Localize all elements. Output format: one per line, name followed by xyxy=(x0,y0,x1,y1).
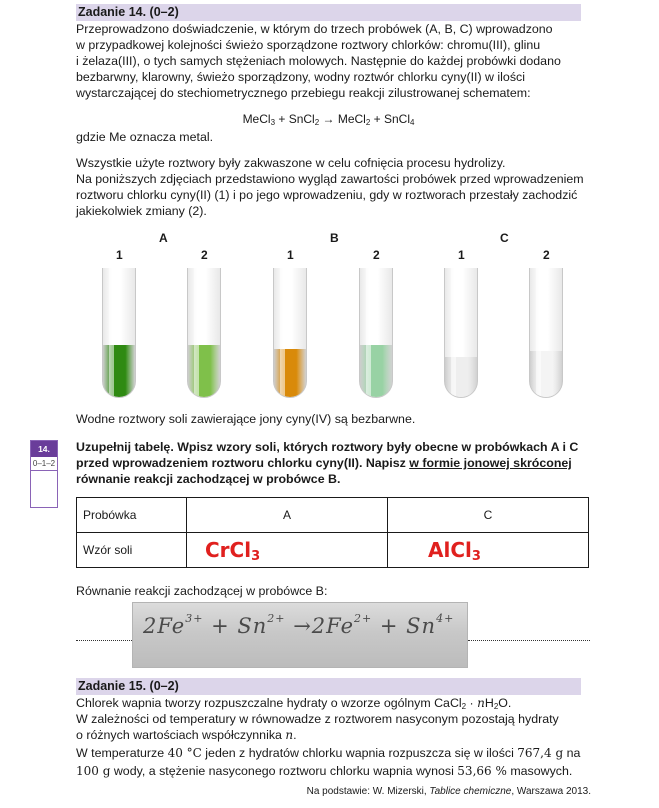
table-row xyxy=(77,533,589,568)
test-tube-b2 xyxy=(359,268,393,398)
intro-line: wystarczającej do stechiometrycznego przebiegu reakcji zilustrowanej schematem: xyxy=(76,86,531,100)
test-tube-b1 xyxy=(273,268,307,398)
task15-line: Chlorek wapnia tworzy rozpuszczalne hydraty o wzorze ogólnym CaCl$_2$ · $nH_2O$. xyxy=(76,696,512,711)
tube-label: 2 xyxy=(201,248,208,262)
table-header-cell: A xyxy=(187,498,388,533)
handwritten-equation: $2Fe^{3+} + Sn^{2+} \to 2Fe^{2+} + Sn^{4+}$ xyxy=(143,612,455,638)
colorless-note: Wodne roztwory soli zawierające jony cyny(IV) są bezbarwne. xyxy=(76,412,416,426)
test-tube-c1 xyxy=(444,268,478,398)
group-label-b: B xyxy=(330,231,339,245)
test-tube-a2 xyxy=(187,268,221,398)
tube-label: 1 xyxy=(458,248,465,262)
intro-line: w przypadkowej kolejności świeżo sporządzone roztwory chlorków: chromu(III), glinu xyxy=(76,38,541,52)
instruction-line: równanie reakcji zachodzącej w probówce B. xyxy=(76,472,341,486)
tube-liquid xyxy=(103,345,135,397)
task15-line: W zależności od temperatury w równowadze z roztworem nasyconym pozostają hydraty xyxy=(76,712,559,726)
context-line: roztworu chlorku cyny(II) (1) i po jego wprowadzeniu, gdy w roztworach przestały zachodzić xyxy=(76,188,578,202)
tube-liquid xyxy=(530,351,562,397)
task14-header: Zadanie 14. (0–2) xyxy=(76,4,581,21)
score-box xyxy=(30,440,58,508)
score-box-field[interactable] xyxy=(31,471,57,507)
instruction-line: Uzupełnij tabelę. Wpisz wzory soli, których roztwory były obecne w probówkach A i C xyxy=(76,440,579,454)
tube-liquid xyxy=(445,357,477,397)
context-line: jakiekolwiek zmiany (2). xyxy=(76,204,207,218)
test-tube-a1 xyxy=(102,268,136,398)
task15-line: W temperaturze 40 °C jeden z hydratów chlorku wapnia rozpuszcza się w ilości 767,4 g na xyxy=(76,746,581,760)
context-line: Wszystkie użyte roztwory były zakwaszone w celu cofnięcia procesu hydrolizy. xyxy=(76,156,506,170)
group-label-c: C xyxy=(500,231,509,245)
handwritten-answer-a: CrCl$_3$ xyxy=(205,538,261,564)
tube-label: 1 xyxy=(287,248,294,262)
answer-dotted-line xyxy=(468,640,590,641)
tube-label: 2 xyxy=(543,248,550,262)
instruction-underlined: w formie jonowej skróconej xyxy=(409,456,572,470)
answer-cell-a[interactable] xyxy=(187,533,388,568)
metal-note: gdzie Me oznacza metal. xyxy=(76,130,214,144)
score-box-number: 14. xyxy=(31,441,57,457)
intro-line: bezbarwny, klarowny, świeżo sporządzony, wodny roztwór chlorku cyny(II) w ilości xyxy=(76,70,525,84)
table-row-label: Wzór soli xyxy=(77,533,187,568)
reaction-scheme: MeCl$_3$ + SnCl$_2$ → MeCl$_2$ + SnCl$_4$ xyxy=(242,112,415,127)
task15-header: Zadanie 15. (0–2) xyxy=(76,678,581,695)
table-header-cell: C xyxy=(388,498,589,533)
score-box-range: 0–1–2 xyxy=(31,457,57,471)
answer-dotted-line xyxy=(76,640,132,641)
test-tube-c2 xyxy=(529,268,563,398)
tube-liquid xyxy=(188,345,220,397)
answer-cell-c[interactable] xyxy=(388,533,589,568)
task15-line: 100 g wody, a stężenie nasyconego roztworu chlorku wapnia wynosi 53,66 % masowych. xyxy=(76,764,573,778)
handwritten-answer-c: AlCl$_3$ xyxy=(428,538,481,564)
tube-label: 2 xyxy=(373,248,380,262)
tube-label: 1 xyxy=(116,248,123,262)
task15-line: o różnych wartościach współczynnika n. xyxy=(76,728,297,742)
equation-label: Równanie reakcji zachodzącej w probówce B: xyxy=(76,584,328,598)
intro-line: i żelaza(III), o tych samych stężeniach molowych. Następnie do każdej probówki dodano xyxy=(76,54,561,68)
source-citation: Na podstawie: W. Mizerski, Tablice chemiczne, Warszawa 2013. xyxy=(306,786,591,797)
table-header-row xyxy=(77,498,589,533)
intro-line: Przeprowadzono doświadczenie, w którym do trzech probówek (A, B, C) wprowadzono xyxy=(76,22,553,36)
context-line: Na poniższych zdjęciach przedstawiono wygląd zawartości probówek przed wprowadzeniem xyxy=(76,172,584,186)
answer-table xyxy=(76,497,589,568)
group-label-a: A xyxy=(159,231,168,245)
handwritten-equation-photo[interactable] xyxy=(132,602,468,668)
table-header-cell: Probówka xyxy=(77,498,187,533)
tube-liquid xyxy=(274,349,306,397)
tube-liquid xyxy=(360,345,392,397)
instruction-line: przed wprowadzeniem roztworu chlorku cyny(II). Napisz w formie jonowej skróconej xyxy=(76,456,572,470)
